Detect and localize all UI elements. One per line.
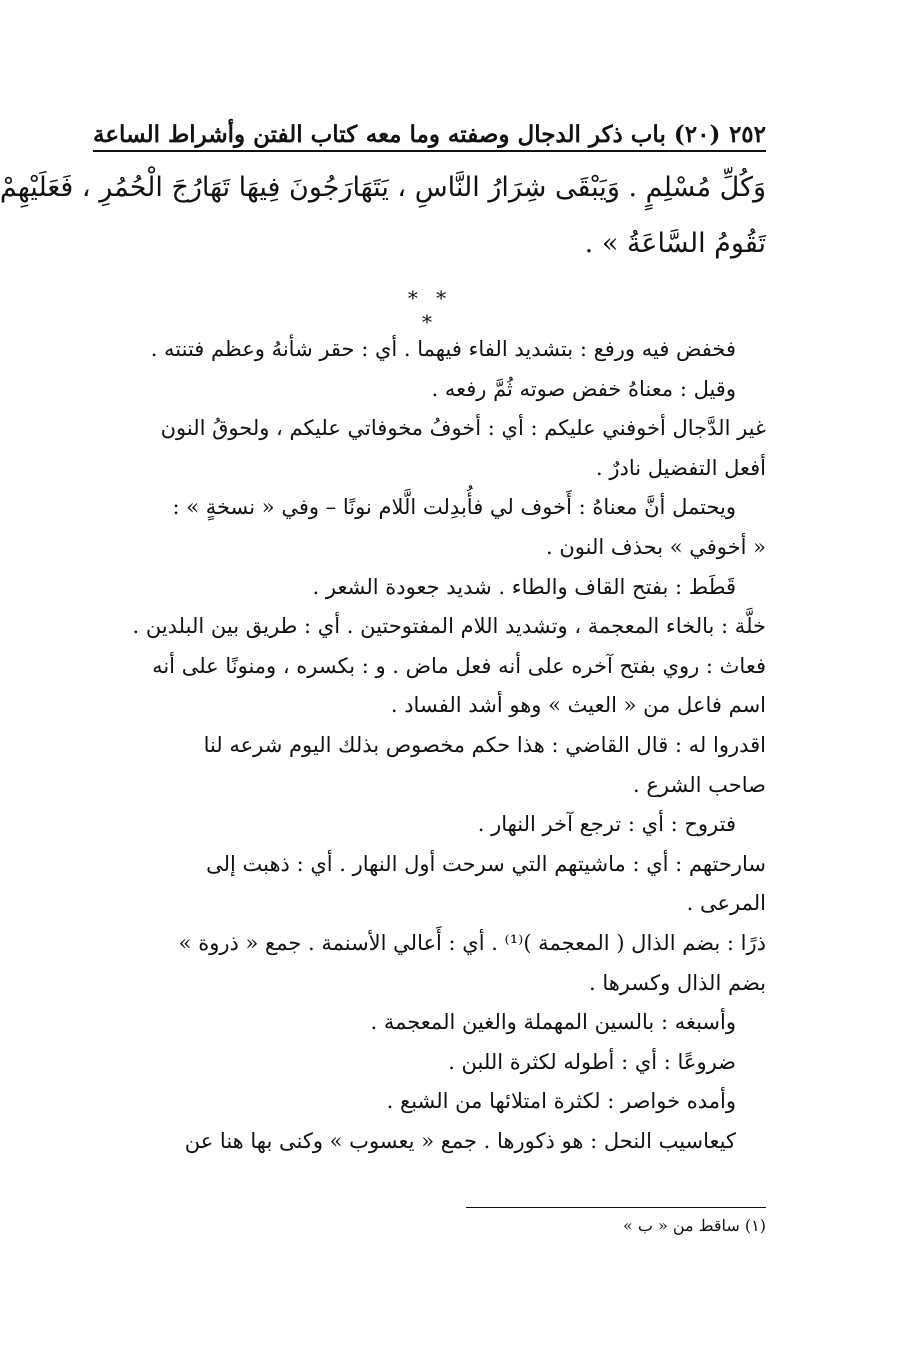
quote-line: وَكُلِّ مُسْلِمٍ . وَيَبْقَى شِرَارُ النَّاسِ ، يَتَهَارَجُونَ فِيهَا تَهَارُجَ الْحُمُرِ ، فَعَلَيْهِمْ (0, 172, 766, 203)
text-line: فعاث : روي بفتح آخره على أنه فعل ماض . و : بكسره ، ومنونًا على أنه (152, 653, 766, 678)
footnote-rule (466, 1207, 766, 1208)
text-line: كيعاسيب النحل : هو ذكورها . جمع « يعسوب » وكنى بها هنا عن (184, 1128, 736, 1153)
text-line: اقدروا له : قال القاضي : هذا حكم مخصوص بذلك اليوم شرعه لنا (203, 732, 766, 757)
text-line: أفعل التفضيل نادرٌ . (596, 455, 766, 480)
text-line: قَطَط : بفتح القاف والطاء . شديد جعودة الشعر . (312, 574, 736, 599)
page-number: ٢٥٢ (728, 121, 766, 148)
footnote: (١) ساقط من « ب » (622, 1216, 766, 1235)
text-line: ذرًا : بضم الذال ( المعجمة )⁽¹⁾ . أي : أَعالي الأسنمة . جمع « ذروة » (178, 930, 766, 955)
book-title: كتاب الفتن وأشراط الساعة (93, 121, 358, 148)
text-line: المرعى . (686, 891, 766, 916)
text-line: « أخوفي » بحذف النون . (546, 534, 766, 559)
running-header (93, 112, 766, 148)
text-line: فخفض فيه ورفع : بتشديد الفاء فيهما . أي : حقر شأنهُ وعظم فتنته . (150, 337, 736, 361)
text-line: فتروح : أي : ترجع آخر النهار . (477, 812, 736, 837)
text-line: ويحتمل أنَّ معناهُ : أَخوف لي فأُبدِلت الَّلام نونًا – وفي « نسخةٍ » : (172, 495, 736, 520)
text-line: خلَّة : بالخاء المعجمة ، وتشديد اللام المفتوحتين . أي : طريق بين البلدين . (132, 614, 766, 639)
text-line: ضروعًا : أي : أطوله لكثرة اللبن . (448, 1049, 736, 1074)
text-line: غير الدَّجال أخوفني عليكم : أي : أخوفُ مخوفاتي عليكم ، ولحوقُ النون (160, 416, 766, 441)
text-line: بضم الذال وكسرها . (588, 970, 766, 995)
quote-line: تَقُومُ السَّاعَةُ » . (584, 228, 766, 259)
text-line: صاحب الشرع . (633, 772, 766, 797)
section-separator: * * * (407, 286, 453, 334)
text-line: وأسبغه : بالسين المهملة والغين المعجمة . (370, 1010, 736, 1035)
text-line: سارحتهم : أي : ماشيتهم التي سرحت أول النهار . أي : ذهبت إلى (206, 851, 766, 876)
chapter-title: (٢٠) باب ذكر الدجال وصفته وما معه (365, 121, 721, 148)
text-line: وقيل : معناهُ خفض صوته ثُمَّ رفعه . (431, 376, 736, 401)
commentary-body (93, 330, 766, 1161)
text-line: اسم فاعل من « العيث » وهو أشد الفساد . (390, 693, 766, 718)
hadith-quote (0, 160, 766, 272)
text-line: وأمده خواصر : لكثرة امتلائها من الشبع . (386, 1089, 736, 1114)
header-rule (93, 150, 766, 152)
